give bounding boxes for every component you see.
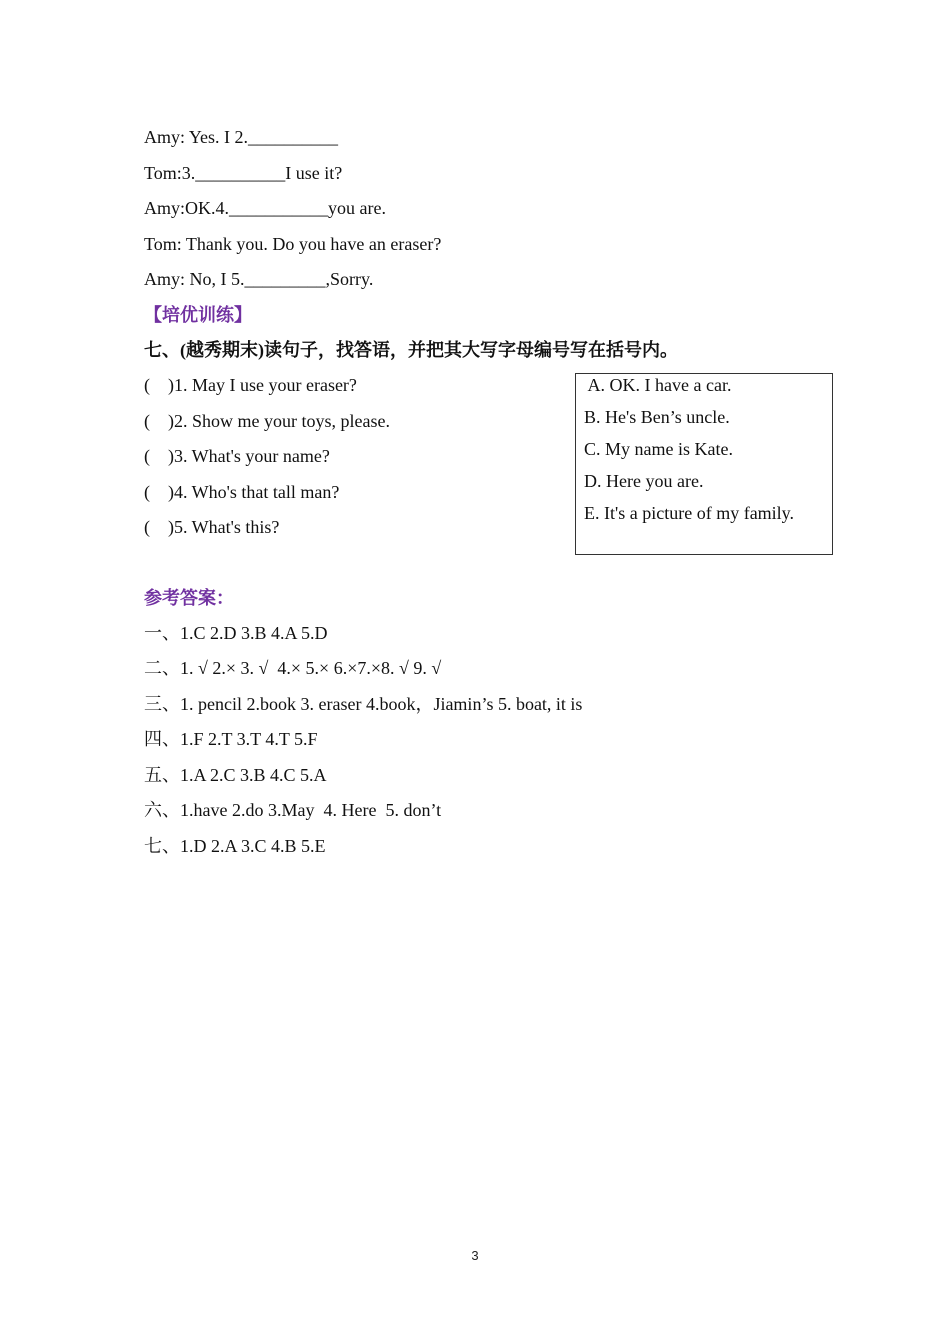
dialogue-line: Tom: Thank you. Do you have an eraser? [144, 234, 442, 254]
question-item: ( )2. Show me your toys, please. [144, 411, 390, 431]
option-item: E. It's a picture of my family. [584, 503, 795, 523]
options-box [575, 373, 833, 555]
question-item: ( )3. What's your name? [144, 446, 330, 466]
section-peiyou-heading: 【培优训练】 [144, 305, 252, 325]
answer-line: 四、1.F 2.T 3.T 4.T 5.F [144, 729, 318, 749]
option-item: A. OK. I have a car. [584, 375, 732, 395]
question-item: ( )5. What's this? [144, 517, 280, 537]
option-item: D. Here you are. [584, 471, 704, 491]
dialogue-line: Amy:OK.4.___________you are. [144, 198, 386, 218]
answer-line: 一、1.C 2.D 3.B 4.A 5.D [144, 623, 328, 643]
section-seven-title: 七、(越秀期末)读句子，找答语，并把其大写字母编号写在括号内。 [144, 340, 678, 360]
page-number: 3 [471, 1248, 479, 1263]
answers-heading: 参考答案： [144, 588, 234, 608]
dialogue-line: Amy: Yes. I 2.__________ [144, 127, 339, 147]
dialogue-line: Tom:3.__________I use it? [144, 163, 343, 183]
answer-line: 七、1.D 2.A 3.C 4.B 5.E [144, 836, 326, 856]
dialogue-line: Amy: No, I 5._________,Sorry. [144, 269, 374, 289]
answer-line: 五、1.A 2.C 3.B 4.C 5.A [144, 765, 327, 785]
question-item: ( )1. May I use your eraser? [144, 375, 357, 395]
answer-line: 三、1. pencil 2.book 3. eraser 4.book，Jiamin’s 5. boat, it is [144, 694, 583, 714]
option-item: B. He's Ben’s uncle. [584, 407, 730, 427]
answer-line: 二、1. √ 2.× 3. √ 4.× 5.× 6.×7.×8. √ 9. √ [144, 658, 442, 678]
answer-line: 六、1.have 2.do 3.May 4. Here 5. don’t [144, 800, 442, 820]
question-item: ( )4. Who's that tall man? [144, 482, 340, 502]
option-item: C. My name is Kate. [584, 439, 733, 459]
